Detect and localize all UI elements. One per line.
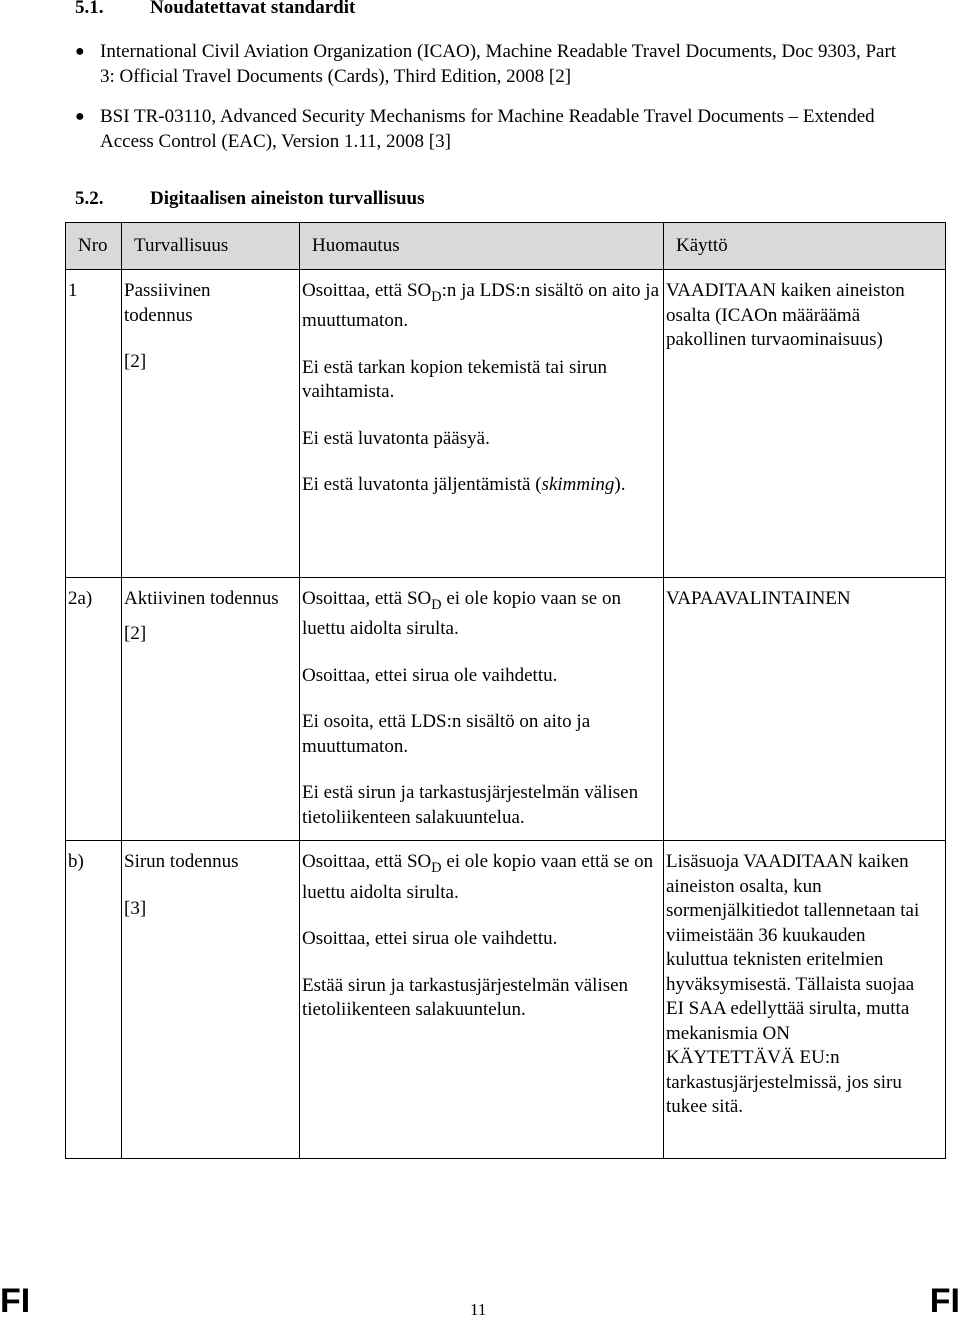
cell-nro: b)	[66, 841, 122, 1159]
section-number: 5.1.	[75, 0, 104, 18]
cell-kaytto: VAADITAAN kaiken aineiston osalta (ICAOn määräämä pakollinen turvaominaisuus)	[664, 270, 946, 578]
table-row	[66, 270, 946, 578]
footer-language-right: FI	[929, 1282, 960, 1320]
cell-kaytto: VAPAAVALINTAINEN	[664, 578, 946, 841]
list-item	[75, 105, 915, 154]
table-row	[66, 578, 946, 841]
bullet-icon: ●	[75, 43, 85, 60]
reference-text: International Civil Aviation Organization (ICAO), Machine Readable Travel Documents, Doc 9303, Part 3: Official Travel Documents (Cards), Third Edition, 2008 [2]	[100, 41, 897, 87]
reference-list	[75, 40, 915, 170]
page-number: 11	[470, 1300, 487, 1319]
footer-language-left: FI	[0, 1282, 31, 1320]
table-header-row	[66, 223, 946, 270]
column-header: Huomautus	[300, 223, 664, 270]
section-number: 5.2.	[75, 188, 104, 209]
section-heading-security	[75, 188, 425, 210]
cell-huomautus: Osoittaa, että $SO_D$ ei ole kopio vaan se on luettu aidolta sirulta. Osoittaa, ettei sirua ole vaihdettu. Ei osoita, että LDS:n sisältö on aito ja muuttumaton. Ei estä sirun ja tarkastusjärjestelmän välisen tietoliikenteen salakuuntelua.	[300, 578, 664, 841]
cell-huomautus: Osoittaa, että $SO_D:n$ ja LDS:n sisältö on aito ja muuttumaton. Ei estä tarkan kopion tekemistä tai sirun vaihtamista. Ei estä luvatonta pääsyä. Ei estä luvatonta jäljentämistä (skimming).	[300, 270, 664, 578]
column-header: Nro	[66, 223, 122, 270]
column-header: Turvallisuus	[122, 223, 300, 270]
cell-kaytto: Lisäsuoja VAADITAAN kaiken aineiston osalta, kun sormenjälkitiedot tallennetaan tai viimeistään 36 kuukauden kuluttua teknisten eritelmien hyväksymisestä. Tällaista suojaa EI SAA edellyttää sirulta, mutta mekanismia ON KÄYTETTÄVÄ EU:n tarkastusjärjestelmissä, jos siru tukee sitä.	[664, 841, 946, 1159]
cell-turvallisuus: Passiivinen todennus [2]	[122, 270, 300, 578]
column-header: Käyttö	[664, 223, 946, 270]
table-row	[66, 841, 946, 1159]
cell-turvallisuus: Sirun todennus [3]	[122, 841, 300, 1159]
bullet-icon: ●	[75, 108, 85, 125]
cell-turvallisuus: Aktiivinen todennus [2]	[122, 578, 300, 841]
section-heading-standards	[75, 0, 355, 19]
cell-nro: 2a)	[66, 578, 122, 841]
cell-nro: 1	[66, 270, 122, 578]
section-title: Noudatettavat standardit	[150, 0, 356, 18]
list-item	[75, 40, 915, 89]
section-title: Digitaalisen aineiston turvallisuus	[150, 188, 425, 209]
cell-huomautus: Osoittaa, että $SO_D$ ei ole kopio vaan että se on luettu aidolta sirulta. Osoittaa, ettei sirua ole vaihdettu. Estää sirun ja tarkastusjärjestelmän välisen tietoliikenteen salakuuntelun.	[300, 841, 664, 1159]
security-table	[65, 222, 946, 1159]
reference-text: BSI TR-03110, Advanced Security Mechanisms for Machine Readable Travel Documents – Extended Access Control (EAC), Version 1.11, 2008 [3]	[100, 106, 875, 152]
